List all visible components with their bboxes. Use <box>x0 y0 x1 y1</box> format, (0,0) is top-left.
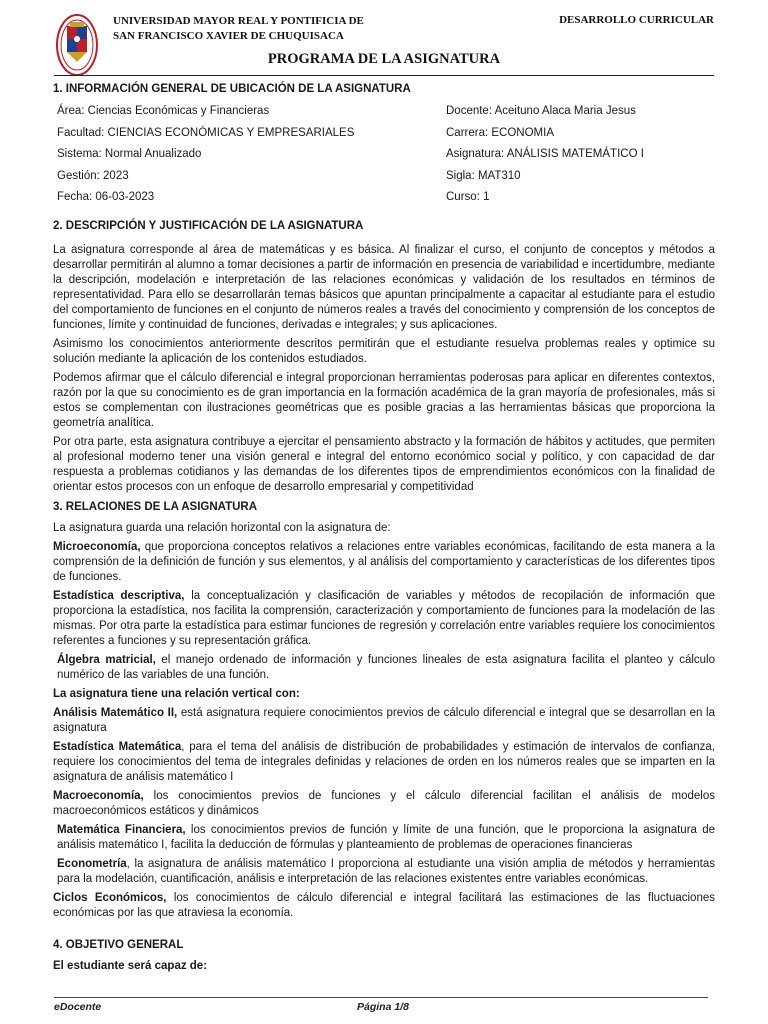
section-relations <box>53 500 715 921</box>
relation-term: Análisis Matemático II, <box>53 707 178 719</box>
university-name-line2: SAN FRANCISCO XAVIER DE CHUQUISACA <box>113 30 344 42</box>
vertical-relations-intro-text: La asignatura tiene una relación vertical con: <box>53 688 300 700</box>
relation-text: el manejo ordenado de información y funciones lineales de esta asignatura facilita el planteo y cálculo numérico de las variables de una función. <box>57 654 715 681</box>
document-body <box>53 82 715 974</box>
department-label: DESARROLLO CURRICULAR <box>559 14 714 26</box>
relation-ciclos-economicos <box>53 891 715 921</box>
university-name <box>113 14 364 44</box>
description-paragraph-4: Por otra parte, esta asignatura contribuye a ejercitar el pensamiento abstracto y la formación de hábitos y actitudes, que permiten al profesional moderno tener una visión general e integral del entorno económico social y político, y con capacidad de dar respuesta a problemas cotidianos y las demandas de los diferentes tipos de emprendimientos económicos con la finalidad de orientar estos procesos con un enfoque de desarrollo empresarial y competitividad <box>53 436 715 493</box>
relation-estadistica-descriptiva <box>53 589 715 649</box>
relation-term: Álgebra matricial, <box>57 654 156 666</box>
university-name-line1: UNIVERSIDAD MAYOR REAL Y PONTIFICIA DE <box>113 15 364 27</box>
info-sigla: Sigla: MAT310 <box>446 169 521 182</box>
section-1-heading: 1. INFORMACIÓN GENERAL DE UBICACIÓN DE LA ASIGNATURA <box>53 83 411 95</box>
vertical-relations-intro <box>53 687 715 702</box>
info-facultad: Facultad: CIENCIAS ECONÓMICAS Y EMPRESARIALES <box>57 126 355 139</box>
relation-term: Matemática Financiera, <box>57 824 186 836</box>
section-general-info <box>53 82 715 205</box>
relation-matematica-financiera <box>53 823 715 853</box>
relation-text: los conocimientos previos de función y límite de una función, que le proporciona la asignatura de análisis matemático I, facilita la deducción de fórmulas y planteamiento de problemas de operaciones financieras <box>57 824 715 851</box>
relation-term: Microeconomía, <box>53 541 141 553</box>
relation-text: los conocimientos de cálculo diferencial e integral facilitará las estimaciones de las fluctuaciones económicas por las que atraviesa la economía. <box>53 892 715 919</box>
info-fecha: Fecha: 06-03-2023 <box>57 191 155 203</box>
description-paragraph-3: Podemos afirmar que el cálculo diferencial e integral proporcionan herramientas poderosas para aplicar en diferentes contextos, razón por la que su conocimiento es de gran importancia en la formación académica de la gran mayoría de profesionales, más si estos se complementan con ilustraciones geométricas que es posible gracias a las herramientas básicas que proporciona la geometría analítica. <box>53 372 715 429</box>
relation-text: , para el tema del análisis de distribución de probabilidades y estimación de intervalos de confianza, requiere los conocimientos del tema de integrales definidas y relaciones de orden en los números reales que se imparten en la asignatura de análisis matemático I <box>53 741 715 783</box>
relation-text: que proporciona conceptos relativos a relaciones entre variables económicas, facilitando de esta manera a la comprensión de la definición de función y sus elementos, y al análisis del comportamiento y características de los diferentes tipos de funciones. <box>53 541 715 583</box>
objective-lead-text: El estudiante será capaz de: <box>53 960 208 972</box>
section-3-heading: 3. RELACIONES DE LA ASIGNATURA <box>53 501 258 513</box>
relation-term: Estadística descriptiva, <box>53 590 185 602</box>
info-asignatura: Asignatura: ANÁLISIS MATEMÁTICO I <box>446 148 644 160</box>
info-gestion: Gestión: 2023 <box>57 169 129 182</box>
section-2-heading: 2. DESCRIPCIÓN Y JUSTIFICACIÓN DE LA ASIGNATURA <box>53 220 364 232</box>
info-carrera: Carrera: ECONOMIA <box>446 126 554 139</box>
footer-divider <box>54 997 708 998</box>
page-number: Página 1/8 <box>357 1001 409 1013</box>
horizontal-relations-intro: La asignatura guarda una relación horizontal con la asignatura de: <box>53 522 391 534</box>
relation-term: Econometría <box>57 858 127 870</box>
document-title: PROGRAMA DE LA ASIGNATURA <box>267 51 501 67</box>
relation-text: los conocimientos previos de funciones y el cálculo diferencial facilitan el análisis de modelos macroeconómicos estáticos y dinámicos <box>53 790 715 817</box>
description-paragraph-2: Asimismo los conocimientos anteriormente descritos permitirán que el estudiante resuelva problemas reales y optimice su solución mediante la aplicación de los contenidos estudiados. <box>53 338 715 365</box>
relation-text: está asignatura requiere conocimientos previos de cálculo diferencial e integral que se desarrollan en la asignatura <box>53 707 715 734</box>
relation-econometria <box>53 857 715 887</box>
info-docente: Docente: Aceituno Alaca Maria Jesus <box>446 105 636 117</box>
relation-text: , la asignatura de análisis matemático I proporciona al estudiante una visión amplia de métodos y herramientas para la modelación, cuantificación, análisis e interpretación de las relaciones existentes entre variables económicas. <box>57 858 715 885</box>
relation-analisis-matematico-2 <box>53 706 715 736</box>
relation-microeconomia <box>53 540 715 585</box>
relation-term: Estadística Matemática <box>53 741 182 753</box>
info-area: Área: Ciencias Económicas y Financieras <box>57 105 270 117</box>
info-sistema: Sistema: Normal Anualizado <box>57 148 202 160</box>
relation-term: Macroeconomía, <box>53 790 144 802</box>
description-paragraph-1: La asignatura corresponde al área de matemáticas y es básica. Al finalizar el curso, el conjunto de conceptos y métodos a desarrollar permitirán al alumno a tomar decisiones a partir de información en presencia de variabilidad e incertidumbre, mediante la descripción, modelación e interpretación de las relaciones económicas y validación de los resultados en términos de representatividad. Para ello se desarrollarán temas básicos que apuntan principalmente a capacitar al estudiante para el estudio del comportamiento de funciones en el conjunto de números reales a través del conocimiento y comprensión de los conceptos de funciones, límite y continuidad de funciones, derivadas e integrales; y sus aplicaciones. <box>53 244 715 331</box>
relation-term: Ciclos Económicos, <box>53 892 167 904</box>
general-info-grid <box>53 104 715 205</box>
relation-algebra-matricial <box>53 653 715 683</box>
relation-macroeconomia <box>53 789 715 819</box>
header-divider <box>54 75 714 76</box>
section-4-heading: 4. OBJETIVO GENERAL <box>53 939 184 951</box>
info-curso: Curso: 1 <box>446 191 490 203</box>
section-description <box>53 219 715 495</box>
relation-estadistica-matematica <box>53 740 715 785</box>
objective-lead <box>53 959 715 974</box>
relation-text: la conceptualización y clasificación de variables y métodos de recopilación de información que proporciona la estadística, nos facilita la comprensión, caracterización y comportamiento de funciones para la modelación de las mismas. Por otra parte la estadística para estimar funciones de regresión y correlación entre variables requiere los conocimientos referentes a funciones y su representación gráfica. <box>53 590 715 647</box>
footer-source: eDocente <box>54 1001 102 1013</box>
section-objective <box>53 938 715 974</box>
